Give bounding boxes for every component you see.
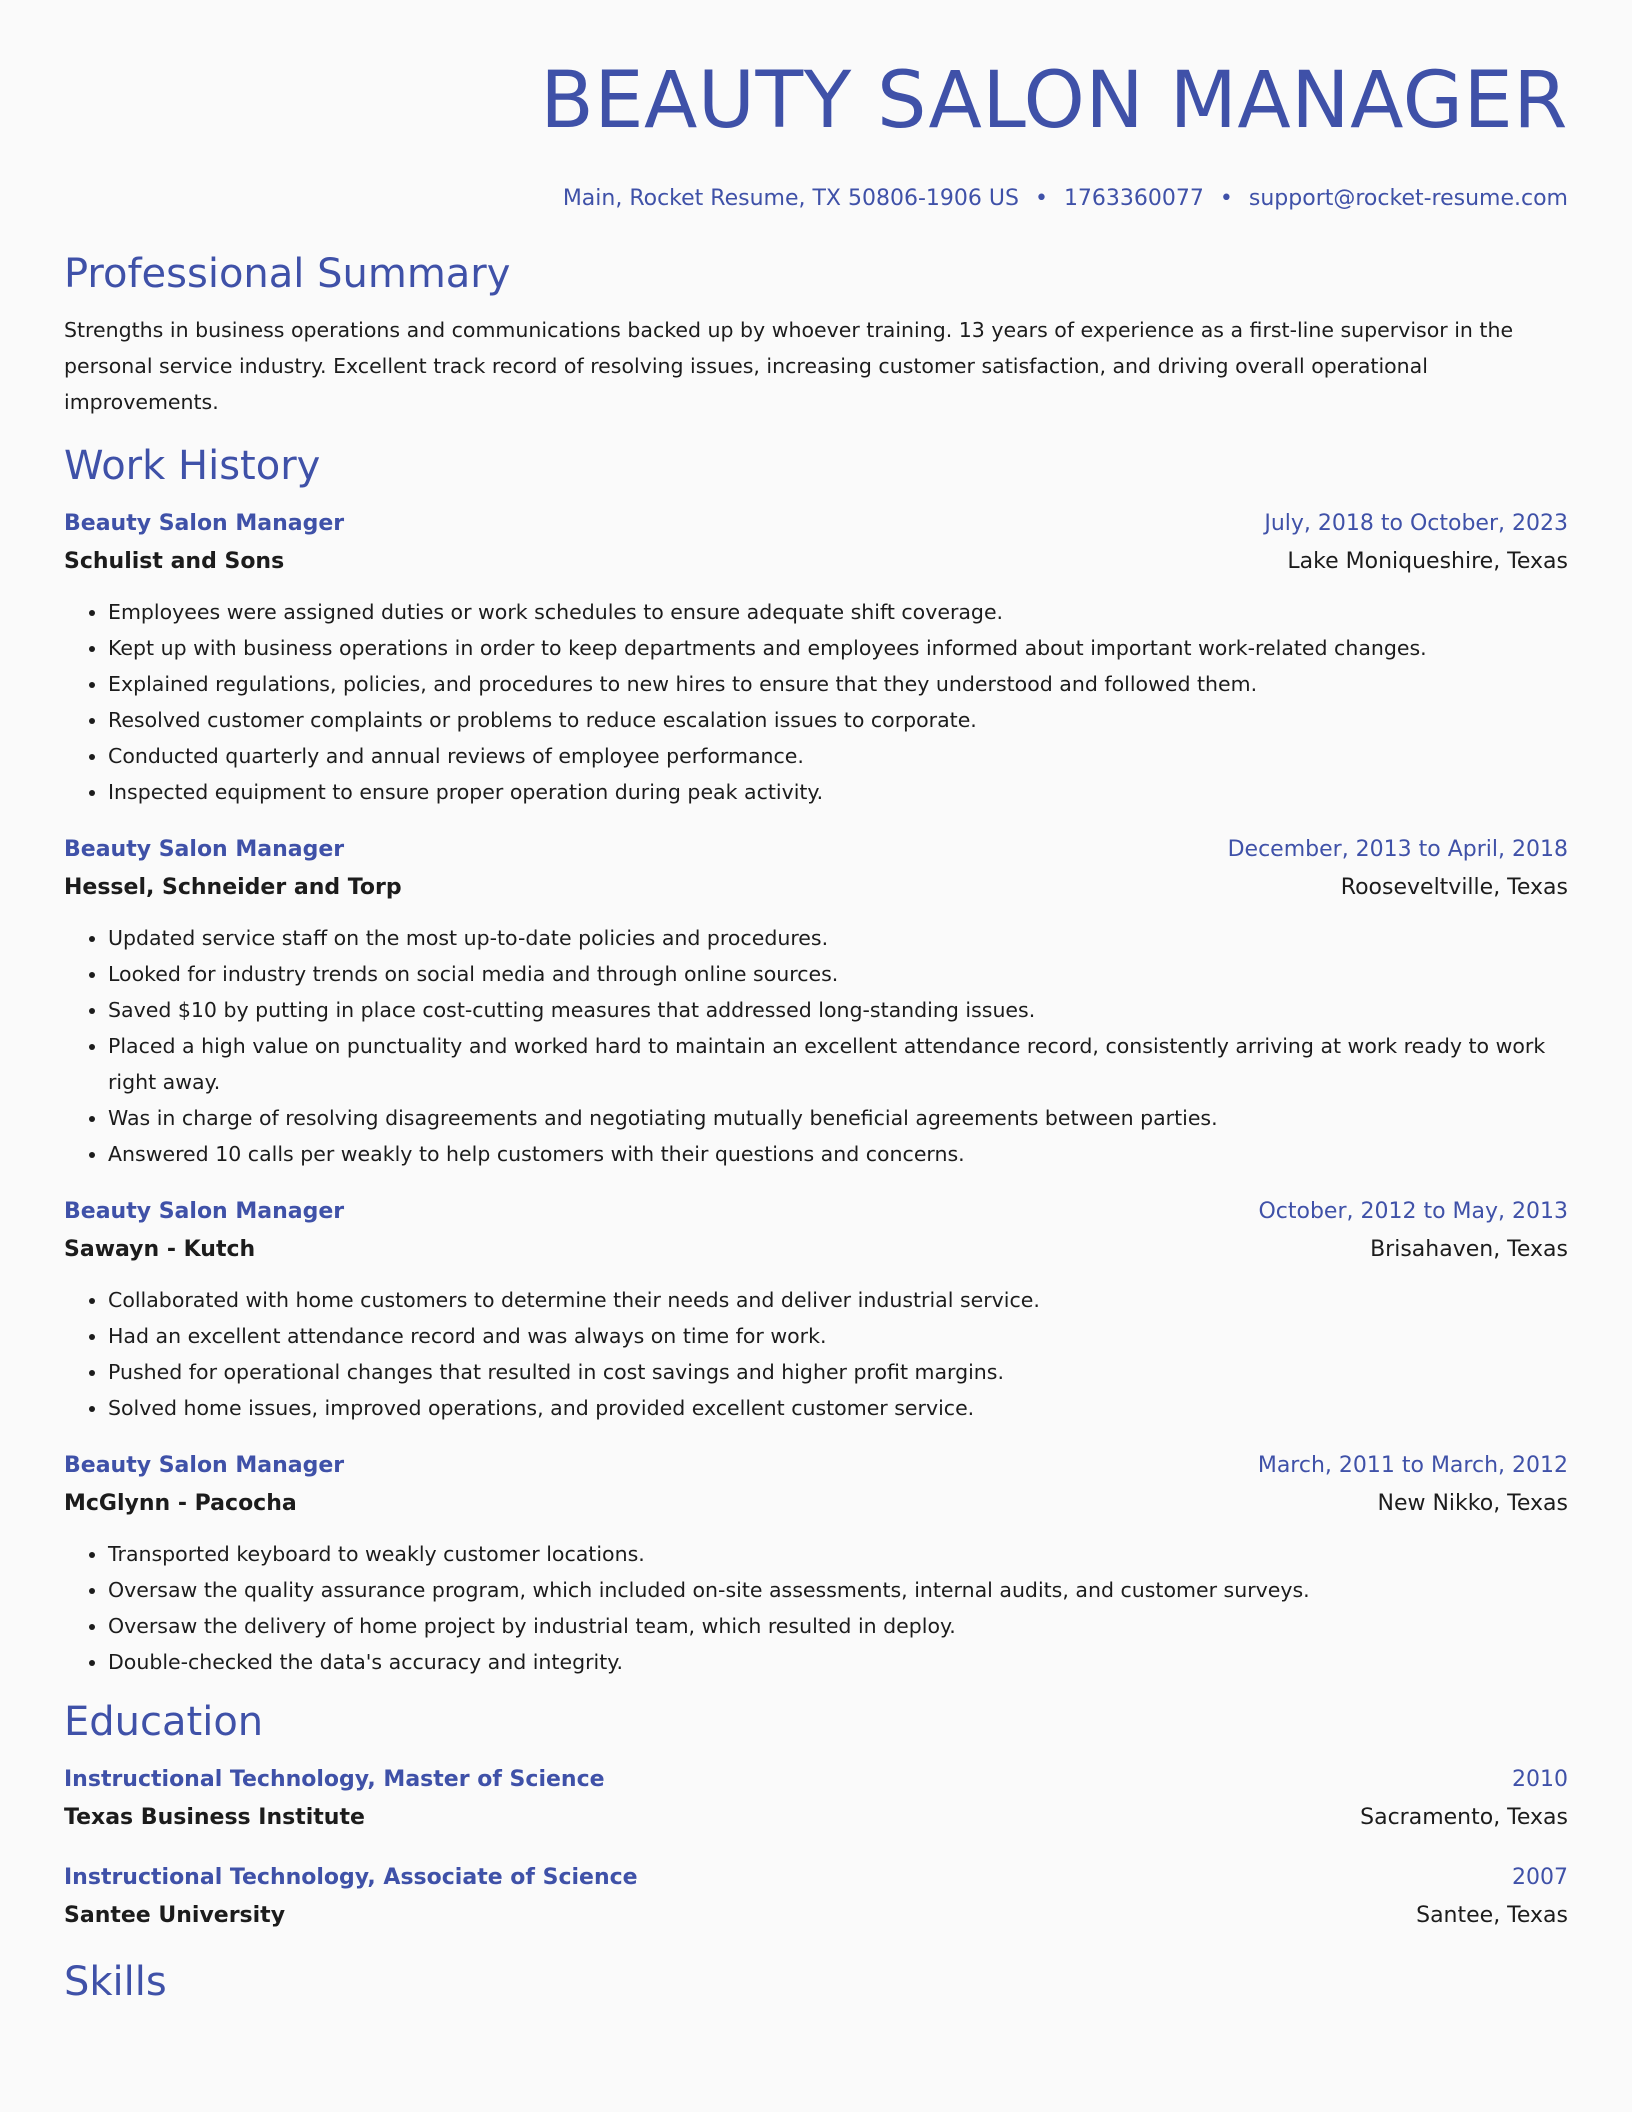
job-bullet: • Oversaw the delivery of home project by industrial team, which resulted in deploy. xyxy=(108,1608,1568,1644)
contact-separator: • xyxy=(1219,186,1233,211)
job-company: Schulist and Sons xyxy=(64,549,285,574)
contact-line xyxy=(64,184,1568,214)
section-title-summary: Professional Summary xyxy=(64,251,511,297)
job-bullet: • Resolved customer complaints or problems to reduce escalation issues to corporate. xyxy=(108,702,1568,738)
job-title: Beauty Salon Manager xyxy=(64,837,345,862)
job-location: Brisahaven, Texas xyxy=(1370,1237,1568,1262)
education-entry xyxy=(64,1762,1568,1838)
job-bullets xyxy=(64,920,1568,1172)
job-dates: July, 2018 to October, 2023 xyxy=(1264,511,1568,536)
education-school: Texas Business Institute xyxy=(64,1805,365,1830)
contact-separator: • xyxy=(1034,186,1048,211)
job-entry xyxy=(64,1448,1568,1680)
education-location: Sacramento, Texas xyxy=(1360,1805,1568,1830)
summary-section xyxy=(64,250,1568,420)
job-entry xyxy=(64,832,1568,1172)
job-entry xyxy=(64,506,1568,810)
job-bullets xyxy=(64,1282,1568,1426)
education-section xyxy=(64,1698,1568,1936)
contact-email: support@rocket-resume.com xyxy=(1248,186,1568,211)
job-bullet: • Answered 10 calls per weakly to help customers with their questions and concerns. xyxy=(108,1136,1568,1172)
job-bullet: • Oversaw the quality assurance program, which included on-site assessments, internal audits, and customer surveys. xyxy=(108,1572,1568,1608)
job-dates: October, 2012 to May, 2013 xyxy=(1258,1199,1568,1224)
contact-phone: 1763360077 xyxy=(1063,186,1204,211)
job-bullet: • Was in charge of resolving disagreements and negotiating mutually beneficial agreements between parties. xyxy=(108,1100,1568,1136)
job-company: Hessel, Schneider and Torp xyxy=(64,875,402,900)
job-bullet: • Employees were assigned duties or work schedules to ensure adequate shift coverage. xyxy=(108,594,1568,630)
job-dates: March, 2011 to March, 2012 xyxy=(1257,1453,1568,1478)
education-degree: Instructional Technology, Associate of Science xyxy=(64,1865,638,1890)
job-bullet: • Transported keyboard to weakly customer locations. xyxy=(108,1536,1568,1572)
job-bullet: • Double-checked the data's accuracy and integrity. xyxy=(108,1644,1568,1680)
education-location: Santee, Texas xyxy=(1416,1903,1568,1928)
job-bullet: • Looked for industry trends on social media and through online sources. xyxy=(108,956,1568,992)
job-bullet: • Saved $10 by putting in place cost-cutting measures that addressed long-standing issues. xyxy=(108,992,1568,1028)
education-year: 2010 xyxy=(1512,1767,1568,1792)
job-location: Rooseveltville, Texas xyxy=(1340,875,1568,900)
section-title-skills: Skills xyxy=(64,1959,167,2005)
resume-name: BEAUTY SALON MANAGER xyxy=(540,56,1568,146)
resume-page xyxy=(64,0,1568,2006)
skills-section xyxy=(64,1958,1568,2006)
job-location: New Nikko, Texas xyxy=(1377,1491,1568,1516)
job-bullets xyxy=(64,1536,1568,1680)
education-year: 2007 xyxy=(1512,1865,1568,1890)
job-location: Lake Moniqueshire, Texas xyxy=(1287,549,1568,574)
work-history-section xyxy=(64,442,1568,1680)
job-bullet: • Placed a high value on punctuality and worked hard to maintain an excellent attendance record, consistently arriving at work ready to work right away. xyxy=(108,1028,1568,1100)
job-bullet: • Solved home issues, improved operations, and provided excellent customer service. xyxy=(108,1390,1568,1426)
job-bullet: • Kept up with business operations in order to keep departments and employees informed about important work-related changes. xyxy=(108,630,1568,666)
job-title: Beauty Salon Manager xyxy=(64,1453,345,1478)
section-title-education: Education xyxy=(64,1699,264,1745)
job-title: Beauty Salon Manager xyxy=(64,1199,345,1224)
job-bullet: • Collaborated with home customers to determine their needs and deliver industrial service. xyxy=(108,1282,1568,1318)
job-bullet: • Explained regulations, policies, and procedures to new hires to ensure that they understood and followed them. xyxy=(108,666,1568,702)
job-bullet: • Had an excellent attendance record and was always on time for work. xyxy=(108,1318,1568,1354)
job-dates: December, 2013 to April, 2018 xyxy=(1227,837,1568,862)
section-title-work-history: Work History xyxy=(64,443,321,489)
job-bullet: • Pushed for operational changes that resulted in cost savings and higher profit margins. xyxy=(108,1354,1568,1390)
job-company: Sawayn - Kutch xyxy=(64,1237,256,1262)
education-entry xyxy=(64,1860,1568,1936)
job-bullets xyxy=(64,594,1568,810)
job-bullet: • Inspected equipment to ensure proper operation during peak activity. xyxy=(108,774,1568,810)
summary-text: Strengths in business operations and communications backed up by whoever training. 13 years of experience as a first-line supervisor in the personal service industry. Excellent track record of resolving issues, increasing customer satisfaction, and driving overall operational improvements. xyxy=(64,318,1514,414)
job-entry xyxy=(64,1194,1568,1426)
job-bullet: • Conducted quarterly and annual reviews of employee performance. xyxy=(108,738,1568,774)
education-school: Santee University xyxy=(64,1903,286,1928)
contact-address: Main, Rocket Resume, TX 50806-1906 US xyxy=(562,186,1019,211)
job-company: McGlynn - Pacocha xyxy=(64,1491,297,1516)
education-degree: Instructional Technology, Master of Science xyxy=(64,1767,605,1792)
job-bullet: • Updated service staff on the most up-to-date policies and procedures. xyxy=(108,920,1568,956)
job-title: Beauty Salon Manager xyxy=(64,511,345,536)
